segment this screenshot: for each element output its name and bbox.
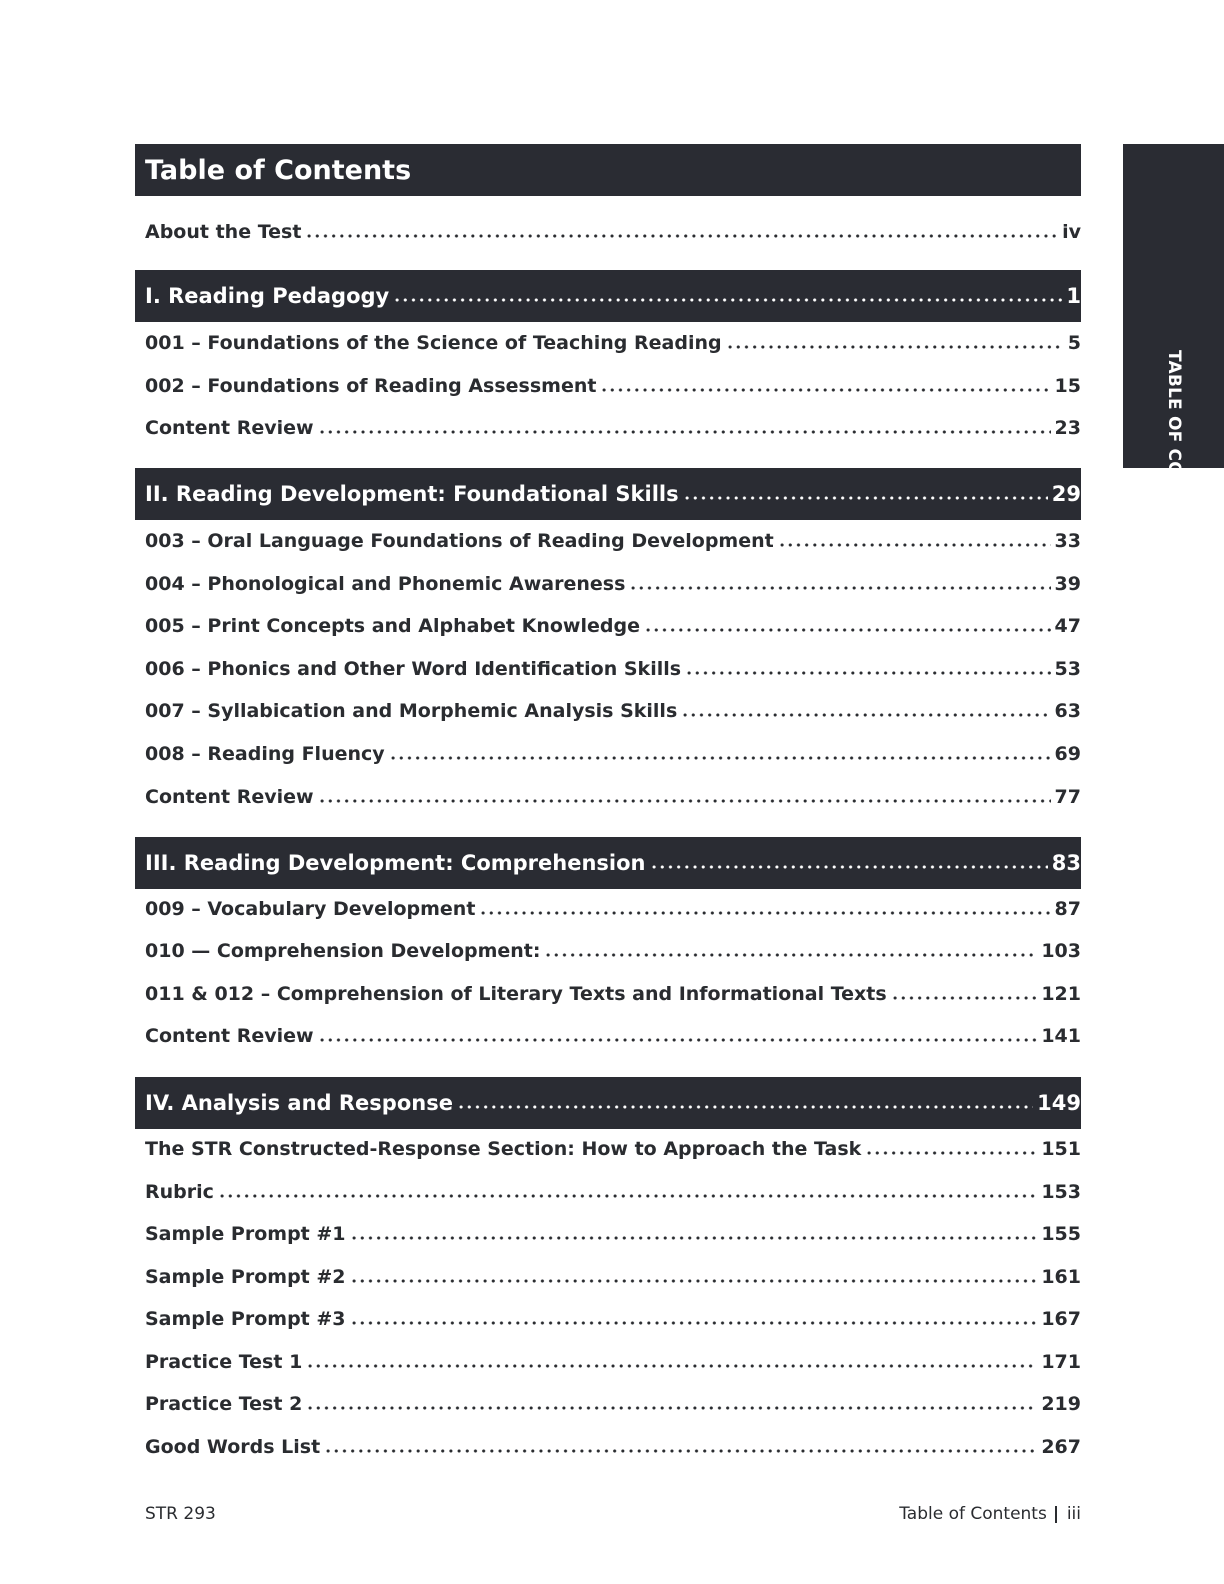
toc-entry-page-number: 153 — [1041, 1181, 1081, 1203]
toc-entry-page-number: 155 — [1041, 1223, 1081, 1245]
toc-entry[interactable] — [135, 1129, 1081, 1169]
toc-entry[interactable] — [135, 1342, 1081, 1382]
toc-entry-label: 002 – Foundations of Reading Assessment — [145, 375, 597, 397]
toc-entry[interactable] — [135, 1016, 1081, 1056]
toc-entry[interactable] — [135, 889, 1081, 929]
toc-entry[interactable] — [135, 366, 1081, 406]
dot-leader — [629, 573, 1050, 596]
toc-entry-label: 004 – Phonological and Phonemic Awareness — [145, 573, 626, 595]
dot-leader — [681, 700, 1050, 723]
toc-entry[interactable] — [135, 931, 1081, 971]
toc-entry-page-number: 149 — [1037, 1091, 1081, 1115]
toc-entry-label: Content Review — [145, 786, 314, 808]
toc-entry[interactable] — [135, 691, 1081, 731]
toc-entry-page-number: 151 — [1041, 1138, 1081, 1160]
dot-leader — [726, 332, 1064, 355]
page-title — [135, 144, 1081, 196]
toc-entry-page-number: 77 — [1054, 786, 1081, 808]
toc-entry-page-number: 69 — [1054, 743, 1081, 765]
toc-entry-label: Sample Prompt #2 — [145, 1266, 346, 1288]
footer-divider — [1055, 1506, 1057, 1523]
toc-entry[interactable] — [135, 777, 1081, 817]
toc-entry[interactable] — [135, 606, 1081, 646]
toc-entry-page-number: 171 — [1041, 1351, 1081, 1373]
toc-entry-label: Practice Test 2 — [145, 1393, 303, 1415]
toc-entry-page-number: 87 — [1054, 898, 1081, 920]
dot-leader — [778, 530, 1051, 553]
toc-entry-label: Sample Prompt #1 — [145, 1223, 346, 1245]
toc-entry-label: Content Review — [145, 1025, 314, 1047]
dot-leader — [306, 1393, 1037, 1416]
toc-entry-page-number: 33 — [1054, 530, 1081, 552]
toc-entry-label: The STR Constructed-Response Section: How to Approach the Task — [145, 1138, 862, 1160]
toc-entry-page-number: 29 — [1051, 482, 1081, 506]
dot-leader — [479, 898, 1050, 921]
toc-section-entry[interactable] — [135, 837, 1081, 889]
dot-leader — [644, 615, 1051, 638]
toc-entry-label: Content Review — [145, 417, 314, 439]
side-tab-label: TABLE OF CONTENTS — [1163, 350, 1184, 553]
toc-entry[interactable] — [135, 1299, 1081, 1339]
toc-entry-page-number: 5 — [1067, 332, 1081, 354]
toc-entry[interactable] — [135, 974, 1081, 1014]
dot-leader — [457, 1090, 1033, 1115]
footer-book-code: STR 293 — [145, 1504, 216, 1524]
toc-entry-label: I. Reading Pedagogy — [145, 284, 390, 308]
dot-leader — [318, 417, 1051, 440]
toc-entry[interactable] — [135, 1257, 1081, 1297]
toc-entry-label: III. Reading Development: Comprehension — [145, 851, 646, 875]
toc-entry-label: 011 & 012 – Comprehension of Literary Texts and Informational Texts — [145, 983, 887, 1005]
toc-entry[interactable] — [135, 1172, 1081, 1212]
page-title-text: Table of Contents — [145, 154, 412, 186]
toc-entry-page-number: 23 — [1054, 417, 1081, 439]
dot-leader — [683, 481, 1048, 506]
dot-leader — [350, 1223, 1038, 1246]
toc-entry[interactable] — [135, 521, 1081, 561]
toc-entry-label: II. Reading Development: Foundational Skills — [145, 482, 679, 506]
dot-leader — [544, 940, 1037, 963]
toc-entry-page-number: 141 — [1041, 1025, 1081, 1047]
toc-entry-label: 009 – Vocabulary Development — [145, 898, 476, 920]
toc-entry-page-number: iv — [1062, 221, 1081, 243]
dot-leader — [350, 1266, 1038, 1289]
toc-entry-label: Sample Prompt #3 — [145, 1308, 346, 1330]
toc-entry-page-number: 267 — [1041, 1436, 1081, 1458]
toc-entry-label: 010 — Comprehension Development: — [145, 940, 541, 962]
footer-page-info — [899, 1504, 1081, 1524]
dot-leader — [324, 1436, 1037, 1459]
dot-leader — [350, 1308, 1038, 1331]
toc-entry-label: 007 – Syllabication and Morphemic Analysis Skills — [145, 700, 678, 722]
toc-entry[interactable] — [135, 408, 1081, 448]
toc-entry-label: 005 – Print Concepts and Alphabet Knowledge — [145, 615, 640, 637]
toc-entry[interactable] — [135, 1427, 1081, 1467]
dot-leader — [305, 221, 1058, 244]
toc-entry-label: 006 – Phonics and Other Word Identification Skills — [145, 658, 682, 680]
toc-section-entry[interactable] — [135, 1077, 1081, 1129]
toc-entry-page-number: 103 — [1041, 940, 1081, 962]
dot-leader — [389, 743, 1051, 766]
dot-leader — [685, 658, 1051, 681]
toc-entry-page-number: 219 — [1041, 1393, 1081, 1415]
toc-entry-page-number: 53 — [1054, 658, 1081, 680]
dot-leader — [891, 983, 1038, 1006]
dot-leader — [650, 850, 1048, 875]
footer-page-number: iii — [1066, 1504, 1081, 1524]
toc-entry-label: About the Test — [145, 221, 302, 243]
toc-entry[interactable] — [135, 1214, 1081, 1254]
toc-section-entry[interactable] — [135, 468, 1081, 520]
footer-section-label: Table of Contents — [899, 1504, 1047, 1524]
side-tab — [1123, 144, 1224, 553]
toc-entry-page-number: 83 — [1051, 851, 1081, 875]
toc-entry-page-number: 63 — [1054, 700, 1081, 722]
toc-entry[interactable] — [135, 649, 1081, 689]
toc-entry-page-number: 167 — [1041, 1308, 1081, 1330]
toc-entry-page-number: 15 — [1054, 375, 1081, 397]
toc-entry-label: 001 – Foundations of the Science of Teaching Reading — [145, 332, 722, 354]
toc-entry-label: 003 – Oral Language Foundations of Reading Development — [145, 530, 774, 552]
dot-leader — [318, 786, 1051, 809]
toc-entry-page-number: 1 — [1066, 284, 1081, 308]
toc-entry-page-number: 161 — [1041, 1266, 1081, 1288]
toc-entry-page-number: 39 — [1054, 573, 1081, 595]
toc-entry-label: IV. Analysis and Response — [145, 1091, 453, 1115]
toc-entry-label: 008 – Reading Fluency — [145, 743, 385, 765]
toc-entry[interactable] — [135, 734, 1081, 774]
dot-leader — [318, 1025, 1038, 1048]
toc-entry-page-number: 121 — [1041, 983, 1081, 1005]
toc-entry-page-number: 47 — [1054, 615, 1081, 637]
dot-leader — [393, 283, 1062, 308]
toc-entry-label: Practice Test 1 — [145, 1351, 303, 1373]
dot-leader — [306, 1351, 1037, 1374]
dot-leader — [218, 1181, 1037, 1204]
toc-section-entry[interactable] — [135, 270, 1081, 322]
toc-entry-label: Good Words List — [145, 1436, 321, 1458]
dot-leader — [600, 375, 1050, 398]
toc-entry[interactable] — [135, 1384, 1081, 1424]
toc-entry[interactable] — [135, 564, 1081, 604]
toc-entry[interactable] — [135, 212, 1081, 252]
toc-entry[interactable] — [135, 323, 1081, 363]
toc-entry-label: Rubric — [145, 1181, 214, 1203]
dot-leader — [865, 1138, 1037, 1161]
